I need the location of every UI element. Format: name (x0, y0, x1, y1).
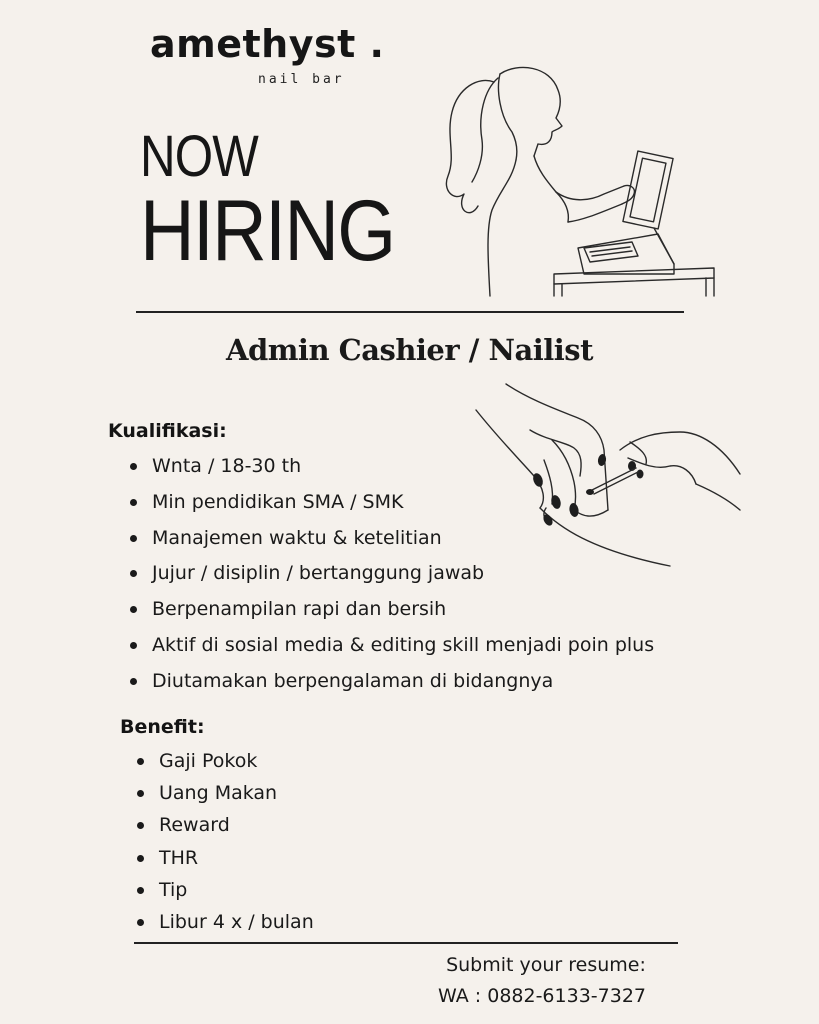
bullet-icon (137, 758, 144, 765)
brand-subtitle: nail bar (258, 72, 345, 87)
bullet-icon (130, 463, 137, 470)
list-item: Berpenampilan rapi dan bersih (128, 595, 654, 631)
whatsapp-number: WA : 0882-6133-7327 (438, 985, 646, 1007)
top-divider (136, 311, 684, 313)
benefits-list (135, 747, 314, 940)
bullet-icon (137, 919, 144, 926)
bullet-icon (130, 570, 137, 577)
position-title: Admin Cashier / Nailist (225, 333, 594, 367)
headline-now: NOW (140, 124, 258, 189)
bullet-icon (137, 855, 144, 862)
bullet-icon (130, 642, 137, 649)
bullet-icon (130, 535, 137, 542)
list-item: Tip (135, 876, 314, 908)
headline-hiring: HIRING (140, 183, 395, 279)
list-item: Gaji Pokok (135, 747, 314, 779)
list-item: Jujur / disiplin / bertanggung jawab (128, 559, 654, 595)
list-item: Min pendidikan SMA / SMK (128, 488, 654, 524)
list-item: THR (135, 844, 314, 876)
qualifications-heading: Kualifikasi: (108, 420, 227, 442)
bullet-icon (137, 887, 144, 894)
list-item: Wnta / 18-30 th (128, 452, 654, 488)
woman-at-cash-register-illustration (438, 60, 718, 300)
nail-painting-hands-illustration (470, 380, 750, 570)
bullet-icon (130, 499, 137, 506)
bottom-divider (134, 942, 678, 944)
bullet-icon (130, 678, 137, 685)
list-item: Manajemen waktu & ketelitian (128, 524, 654, 560)
list-item: Libur 4 x / bulan (135, 908, 314, 940)
brand-name: amethyst . (150, 22, 385, 66)
benefits-heading: Benefit: (120, 716, 205, 738)
list-item: Reward (135, 811, 314, 843)
bullet-icon (137, 790, 144, 797)
list-item: Diutamakan berpengalaman di bidangnya (128, 667, 654, 703)
list-item: Aktif di sosial media & editing skill menjadi poin plus (128, 631, 654, 667)
list-item: Uang Makan (135, 779, 314, 811)
bullet-icon (130, 606, 137, 613)
headline (140, 124, 429, 279)
submit-resume-label: Submit your resume: (446, 954, 646, 976)
bullet-icon (137, 822, 144, 829)
